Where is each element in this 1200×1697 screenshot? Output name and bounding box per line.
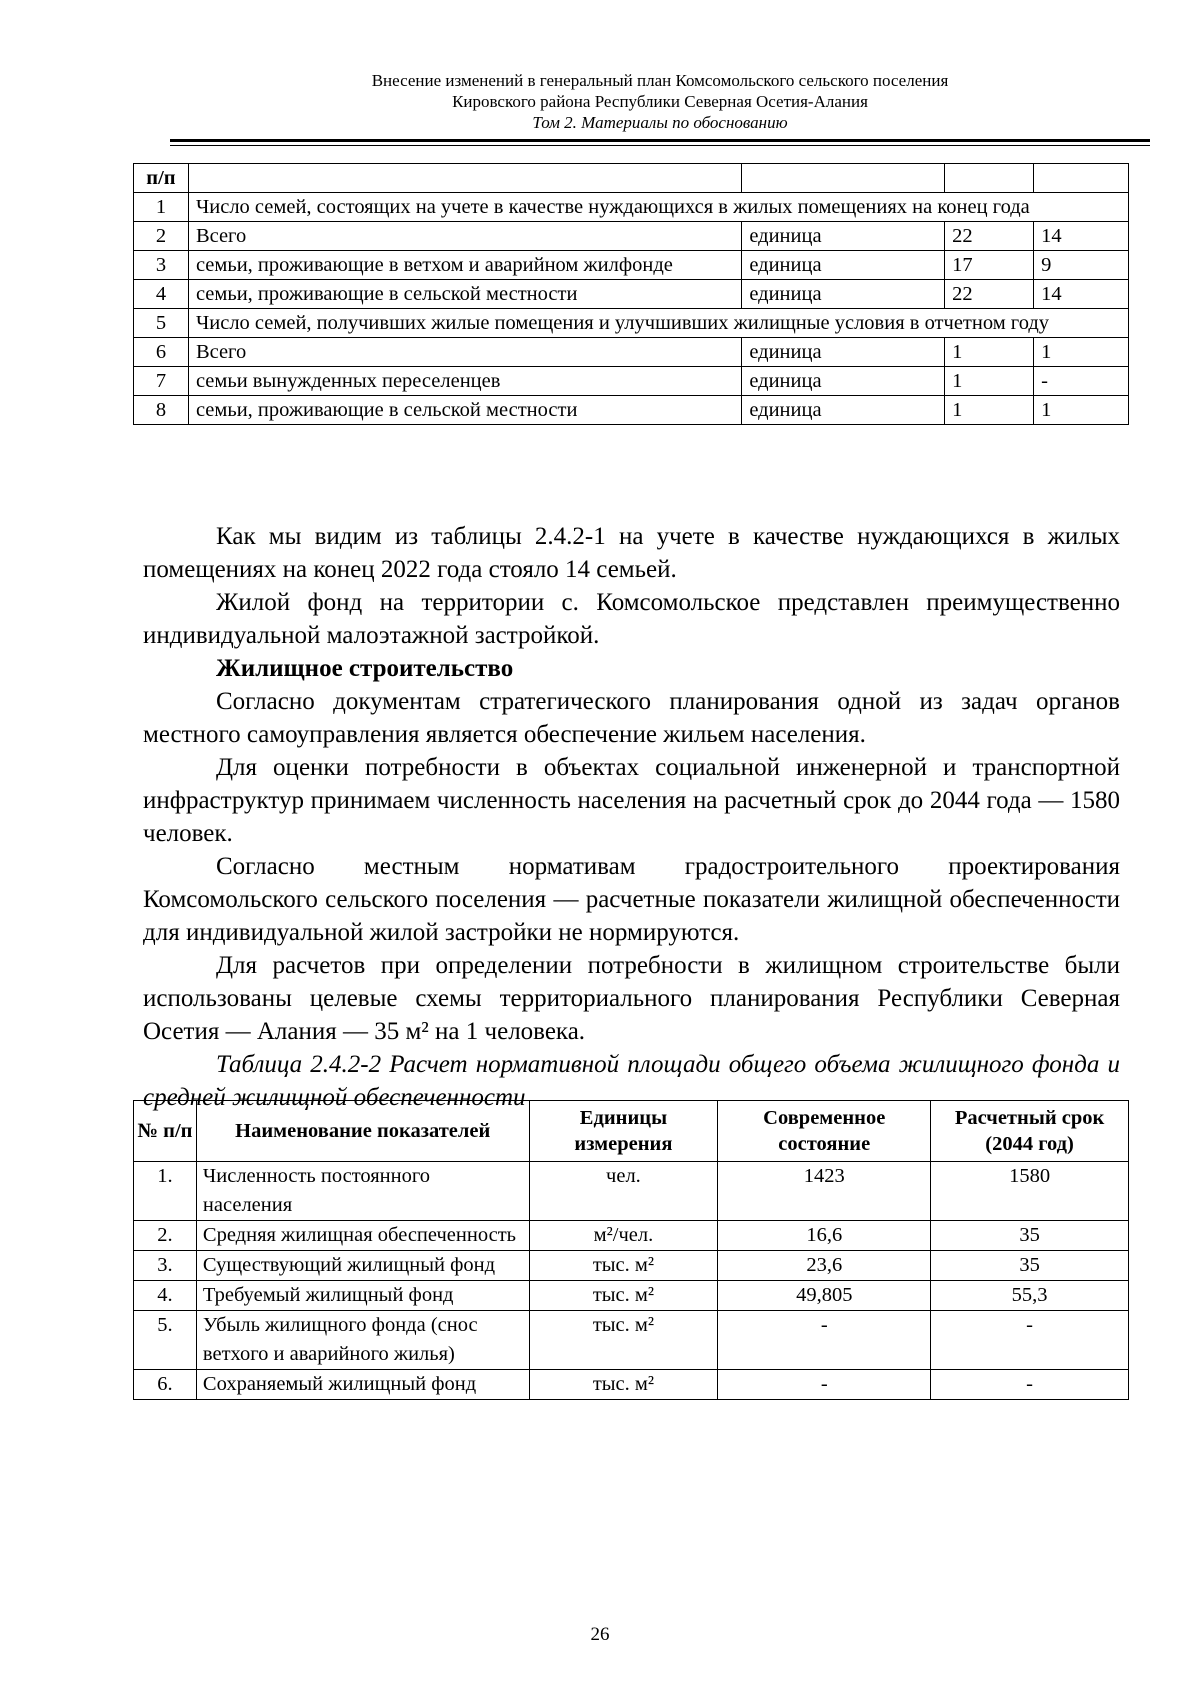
table-header-row xyxy=(134,1101,1129,1162)
table-row xyxy=(134,1370,1129,1400)
row-unit: чел. xyxy=(529,1162,718,1221)
row-label: семьи, проживающие в сельской местности xyxy=(188,396,741,425)
row-number: 8 xyxy=(134,396,189,425)
table-row xyxy=(134,309,1129,338)
row-unit: м²/чел. xyxy=(529,1221,718,1251)
row-number: 4 xyxy=(134,280,189,309)
row-number: 1 xyxy=(134,193,189,222)
row-value-2: 1 xyxy=(1034,396,1129,425)
row-target-value: - xyxy=(931,1311,1129,1370)
row-number: 3. xyxy=(134,1251,197,1281)
header-rule-thin xyxy=(170,145,1150,146)
document-header xyxy=(170,70,1150,133)
row-label: Число семей, состоящих на учете в качестве нуждающихся в жилых помещениях на конец года xyxy=(188,193,1128,222)
row-label: Убыль жилищного фонда (снос ветхого и аварийного жилья) xyxy=(196,1311,529,1370)
table-row xyxy=(134,1281,1129,1311)
body-text xyxy=(143,520,1120,1114)
row-value-2: - xyxy=(1034,367,1129,396)
header-cell-empty xyxy=(188,164,741,193)
table-row xyxy=(134,1162,1129,1221)
row-target-value: - xyxy=(931,1370,1129,1400)
row-current-value: 23,6 xyxy=(718,1251,931,1281)
row-label: Численность постоянного населения xyxy=(196,1162,529,1221)
table-row xyxy=(134,1251,1129,1281)
table-row xyxy=(134,222,1129,251)
header-cell-num: № п/п xyxy=(134,1101,197,1162)
row-label: Сохраняемый жилищный фонд xyxy=(196,1370,529,1400)
row-value-2: 1 xyxy=(1034,338,1129,367)
row-number: 3 xyxy=(134,251,189,280)
paragraph: Для оценки потребности в объектах социальной инженерной и транспортной инфраструктур принимаем численность населения на расчетный срок до 2044 года — 1580 человек. xyxy=(143,754,1120,847)
row-label: Всего xyxy=(188,222,741,251)
row-label: семьи, проживающие в ветхом и аварийном жилфонде xyxy=(188,251,741,280)
row-value-1: 1 xyxy=(945,396,1034,425)
row-unit: единица xyxy=(742,338,945,367)
row-label: Средняя жилищная обеспеченность xyxy=(196,1221,529,1251)
header-title-line2: Кировского района Республики Северная Осетия-Алания xyxy=(452,92,868,111)
paragraph: Как мы видим из таблицы 2.4.2-1 на учете в качестве нуждающихся в жилых помещениях на конец 2022 года стояло 14 семьей. xyxy=(143,523,1120,583)
table-caption: Таблица 2.4.2-2 Расчет нормативной площади общего объема жилищного фонда и средней жилищной обеспеченности xyxy=(143,1051,1120,1111)
row-current-value: - xyxy=(718,1311,931,1370)
header-title-line1: Внесение изменений в генеральный план Комсомольского сельского поселения xyxy=(371,71,949,90)
row-number: 6 xyxy=(134,338,189,367)
header-volume: Том 2. Материалы по обоснованию xyxy=(532,113,788,132)
row-number: 1. xyxy=(134,1162,197,1221)
row-label: Число семей, получивших жилые помещения и улучшивших жилищные условия в отчетном году xyxy=(188,309,1128,338)
row-current-value: - xyxy=(718,1370,931,1400)
row-label: Требуемый жилищный фонд xyxy=(196,1281,529,1311)
table-header-row xyxy=(134,164,1129,193)
row-unit: тыс. м² xyxy=(529,1251,718,1281)
paragraph: Жилой фонд на территории с. Комсомольское представлен преимущественно индивидуальной малоэтажной застройкой. xyxy=(143,589,1120,649)
row-target-value: 55,3 xyxy=(931,1281,1129,1311)
header-cell-unit: Единицы измерения xyxy=(529,1101,718,1162)
table-row xyxy=(134,193,1129,222)
row-value-2: 14 xyxy=(1034,222,1129,251)
header-cell-target: Расчетный срок (2044 год) xyxy=(931,1101,1129,1162)
table-row xyxy=(134,1221,1129,1251)
row-value-1: 22 xyxy=(945,222,1034,251)
row-value-2: 14 xyxy=(1034,280,1129,309)
row-value-1: 17 xyxy=(945,251,1034,280)
header-cell-name: Наименование показателей xyxy=(196,1101,529,1162)
table-row xyxy=(134,338,1129,367)
row-unit: тыс. м² xyxy=(529,1370,718,1400)
table-row xyxy=(134,1311,1129,1370)
row-number: 7 xyxy=(134,367,189,396)
row-number: 6. xyxy=(134,1370,197,1400)
row-unit: единица xyxy=(742,222,945,251)
row-label: Всего xyxy=(188,338,741,367)
row-unit: тыс. м² xyxy=(529,1281,718,1311)
section-title: Жилищное строительство xyxy=(216,655,514,682)
table-row xyxy=(134,367,1129,396)
header-cell-num: п/п xyxy=(134,164,189,193)
row-number: 5. xyxy=(134,1311,197,1370)
row-number: 2. xyxy=(134,1221,197,1251)
housing-stock-table xyxy=(133,1100,1129,1400)
header-cell-empty xyxy=(742,164,945,193)
row-value-1: 1 xyxy=(945,367,1034,396)
row-label: семьи вынужденных переселенцев xyxy=(188,367,741,396)
row-current-value: 49,805 xyxy=(718,1281,931,1311)
row-target-value: 1580 xyxy=(931,1162,1129,1221)
row-label: семьи, проживающие в сельской местности xyxy=(188,280,741,309)
row-unit: единица xyxy=(742,396,945,425)
row-target-value: 35 xyxy=(931,1221,1129,1251)
row-unit: единица xyxy=(742,280,945,309)
row-unit: единица xyxy=(742,367,945,396)
header-cell-empty xyxy=(1034,164,1129,193)
row-value-1: 1 xyxy=(945,338,1034,367)
row-unit: тыс. м² xyxy=(529,1311,718,1370)
paragraph: Согласно местным нормативам градостроительного проектирования Комсомольского сельского поселения — расчетные показатели жилищной обеспеченности для индивидуальной жилой застройки не нормируются. xyxy=(143,853,1120,946)
header-rule-thick xyxy=(170,139,1150,142)
row-value-1: 22 xyxy=(945,280,1034,309)
row-label: Существующий жилищный фонд xyxy=(196,1251,529,1281)
row-number: 2 xyxy=(134,222,189,251)
row-number: 5 xyxy=(134,309,189,338)
table-row xyxy=(134,280,1129,309)
families-housing-table xyxy=(133,163,1129,425)
row-current-value: 1423 xyxy=(718,1162,931,1221)
row-unit: единица xyxy=(742,251,945,280)
row-number: 4. xyxy=(134,1281,197,1311)
row-current-value: 16,6 xyxy=(718,1221,931,1251)
paragraph: Согласно документам стратегического планирования одной из задач органов местного самоуправления является обеспечение жильем населения. xyxy=(143,688,1120,748)
row-target-value: 35 xyxy=(931,1251,1129,1281)
table-row xyxy=(134,396,1129,425)
paragraph: Для расчетов при определении потребности в жилищном строительстве были использованы целевые схемы территориального планирования Республики Северная Осетия — Алания — 35 м² на 1 человека. xyxy=(143,952,1120,1045)
header-cell-current: Современное состояние xyxy=(718,1101,931,1162)
header-cell-empty xyxy=(945,164,1034,193)
row-value-2: 9 xyxy=(1034,251,1129,280)
page-number: 26 xyxy=(590,1624,610,1645)
table-row xyxy=(134,251,1129,280)
